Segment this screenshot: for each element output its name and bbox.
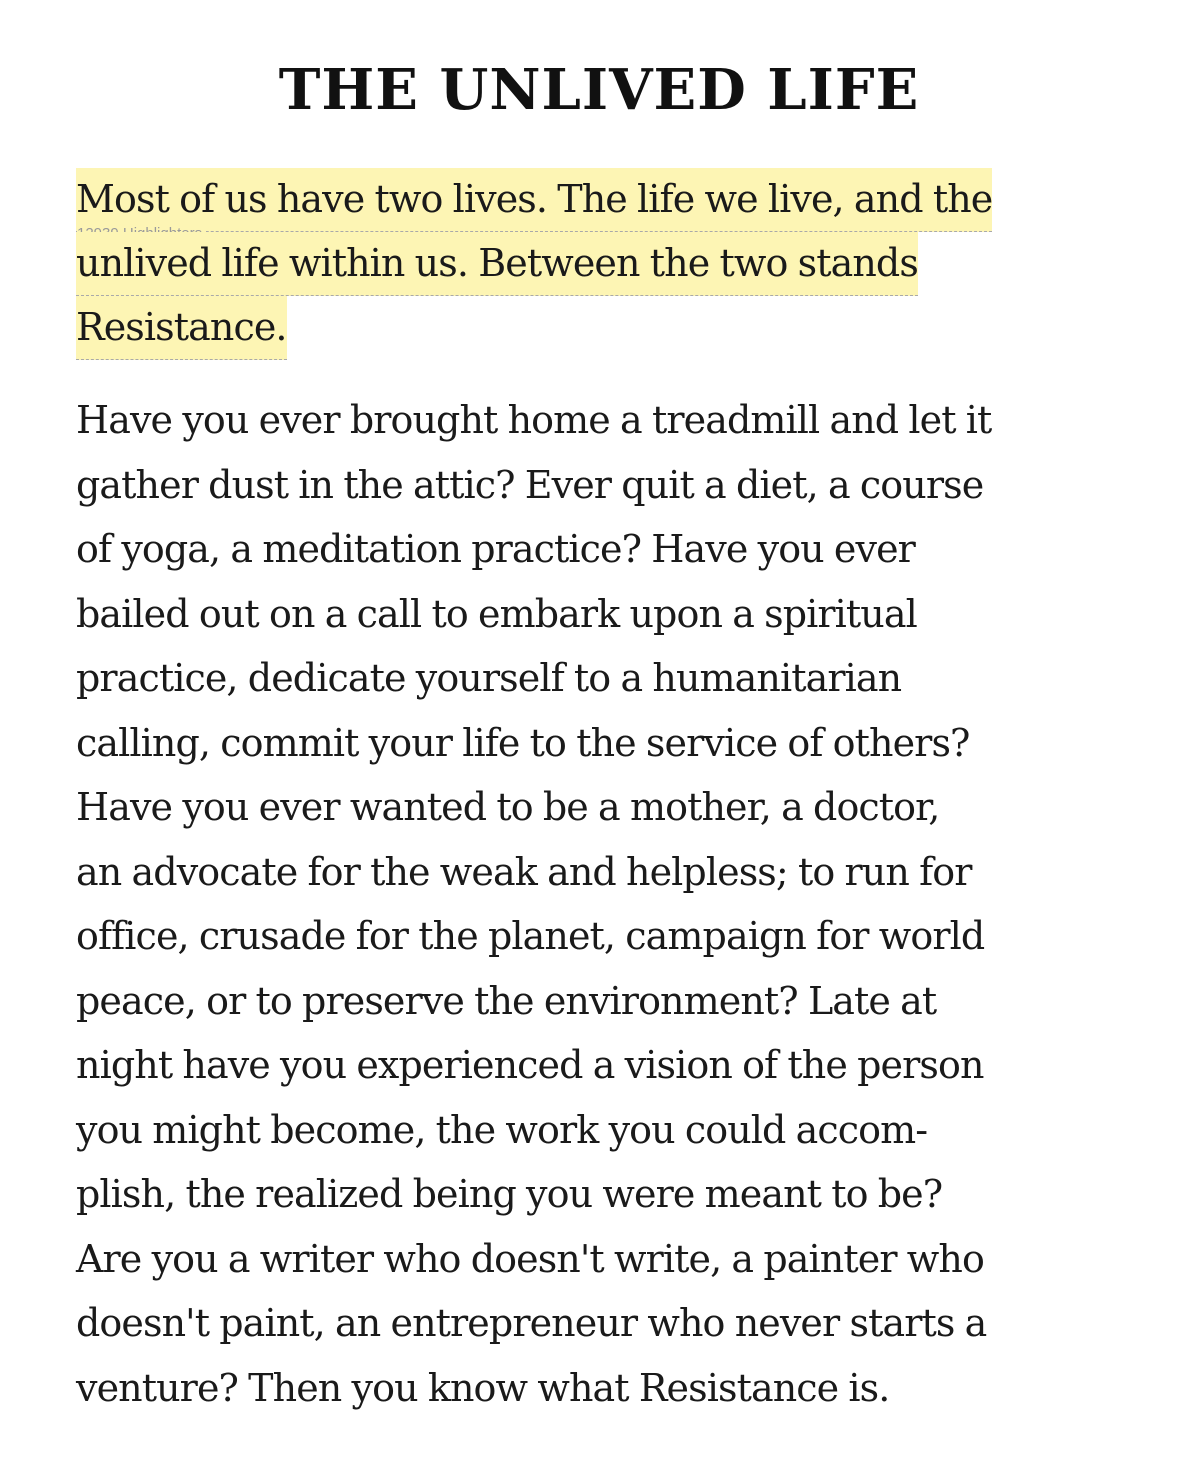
body-paragraph	[76, 388, 1126, 1420]
text-line: office, crusade for the planet, campaign for world	[76, 914, 985, 958]
text-line: of yoga, a meditation practice? Have you ever	[76, 527, 915, 571]
text-line: plish, the realized being you were meant to be?	[76, 1172, 943, 1216]
text-line: gather dust in the attic? Ever quit a diet, a course	[76, 462, 984, 507]
reader-page	[76, 0, 1126, 1420]
popular-highlight[interactable]	[76, 168, 1126, 360]
text-line: you might become, the work you could accom-	[76, 1107, 928, 1152]
highlight-line[interactable]: Most of us have two lives. The life we live, and the	[76, 168, 992, 232]
text-line: Are you a writer who doesn't write, a painter who	[76, 1236, 984, 1281]
text-line: calling, commit your life to the service of others?	[76, 720, 970, 765]
text-line: venture? Then you know what Resistance is.	[76, 1365, 890, 1410]
text-line: an advocate for the weak and helpless; to run for	[76, 849, 972, 894]
text-line: night have you experienced a vision of the person	[76, 1043, 984, 1087]
text-line: Have you ever brought home a treadmill and let it	[76, 398, 992, 442]
text-line: doesn't paint, an entrepreneur who never starts a	[76, 1301, 987, 1345]
text-line: Have you ever wanted to be a mother, a doctor,	[76, 785, 940, 829]
highlight-line[interactable]: unlived life within us. Between the two stands	[76, 232, 918, 296]
text-line: practice, dedicate yourself to a humanitarian	[76, 656, 902, 700]
text-line: peace, or to preserve the environment? Late at	[76, 978, 937, 1023]
text-line: bailed out on a call to embark upon a spiritual	[76, 591, 917, 636]
chapter-title: THE UNLIVED LIFE	[278, 57, 920, 123]
highlight-line[interactable]: Resistance.	[76, 296, 287, 360]
